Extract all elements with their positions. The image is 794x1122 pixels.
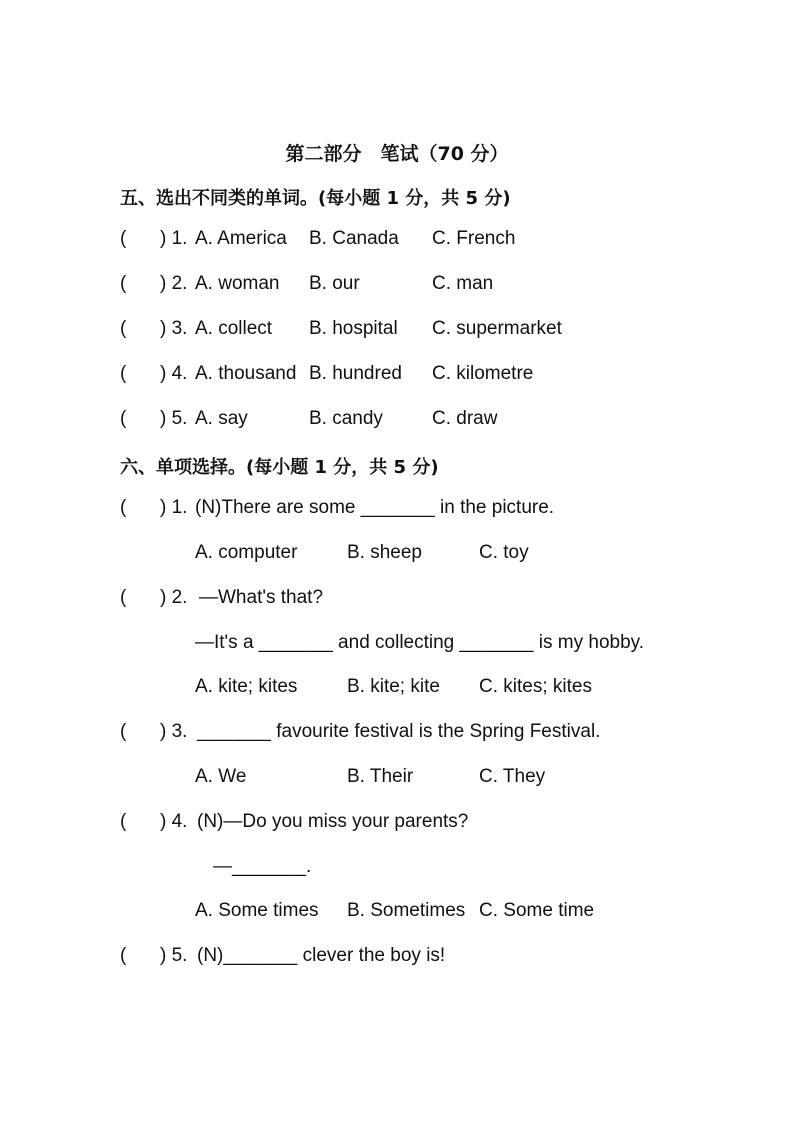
question-number: ) 4.	[160, 363, 188, 384]
option-c: C. draw	[432, 408, 498, 429]
answer-paren[interactable]: (	[120, 273, 127, 294]
question-number: ) 1.	[160, 497, 188, 518]
question-stem: _______ favourite festival is the Spring Festival.	[197, 721, 601, 742]
question-number: ) 4.	[160, 811, 188, 832]
page-title: 第二部分 笔试（70 分）	[285, 143, 509, 165]
option-c: C. supermarket	[432, 318, 562, 339]
question-number: ) 2.	[160, 273, 188, 294]
question-number: ) 5.	[160, 408, 188, 429]
option-b: B. kite; kite	[347, 676, 440, 697]
answer-paren[interactable]: (	[120, 811, 127, 832]
answer-paren[interactable]: (	[120, 228, 127, 249]
option-a: A. computer	[195, 542, 298, 563]
option-b: B. Canada	[309, 228, 399, 249]
answer-paren[interactable]: (	[120, 497, 127, 518]
option-a: A. America	[195, 228, 287, 249]
option-b: B. hundred	[309, 363, 402, 384]
answer-paren[interactable]: (	[120, 945, 127, 966]
option-b: B. hospital	[309, 318, 398, 339]
question-stem: (N)There are some _______ in the picture.	[195, 497, 555, 518]
answer-paren[interactable]: (	[120, 408, 127, 429]
option-a: A. Some times	[195, 900, 319, 921]
section-6-heading: 六、单项选择。(每小题 1 分，共 5 分)	[120, 457, 439, 478]
option-a: A. kite; kites	[195, 676, 298, 697]
option-c: C. They	[479, 766, 546, 787]
option-a: A. woman	[195, 273, 280, 294]
option-b: B. Their	[347, 766, 414, 787]
question-stem: (N)_______ clever the boy is!	[197, 945, 446, 966]
option-c: C. kilometre	[432, 363, 534, 384]
option-a: A. say	[195, 408, 248, 429]
answer-paren[interactable]: (	[120, 721, 127, 742]
option-c: C. Some time	[479, 900, 595, 921]
option-c: C. kites; kites	[479, 676, 592, 697]
option-a: A. We	[195, 766, 247, 787]
option-a: A. thousand	[195, 363, 297, 384]
option-b: B. candy	[309, 408, 383, 429]
option-b: B. Sometimes	[347, 900, 466, 921]
question-number: ) 3.	[160, 721, 188, 742]
question-number: ) 2.	[160, 587, 188, 608]
answer-paren[interactable]: (	[120, 318, 127, 339]
question-stem: —What's that?	[199, 587, 324, 608]
answer-paren[interactable]: (	[120, 587, 127, 608]
option-c: C. toy	[479, 542, 529, 563]
section-5-heading: 五、选出不同类的单词。(每小题 1 分，共 5 分)	[120, 188, 511, 209]
dialogue-line: —It's a _______ and collecting _______ is my hobby.	[195, 632, 645, 653]
question-number: ) 5.	[160, 945, 188, 966]
option-c: C. man	[432, 273, 494, 294]
answer-paren[interactable]: (	[120, 363, 127, 384]
question-number: ) 3.	[160, 318, 188, 339]
option-b: B. sheep	[347, 542, 422, 563]
option-a: A. collect	[195, 318, 273, 339]
option-b: B. our	[309, 273, 360, 294]
question-number: ) 1.	[160, 228, 188, 249]
question-stem: (N)—Do you miss your parents?	[197, 811, 469, 832]
dialogue-line: —_______.	[213, 856, 312, 877]
option-c: C. French	[432, 228, 516, 249]
